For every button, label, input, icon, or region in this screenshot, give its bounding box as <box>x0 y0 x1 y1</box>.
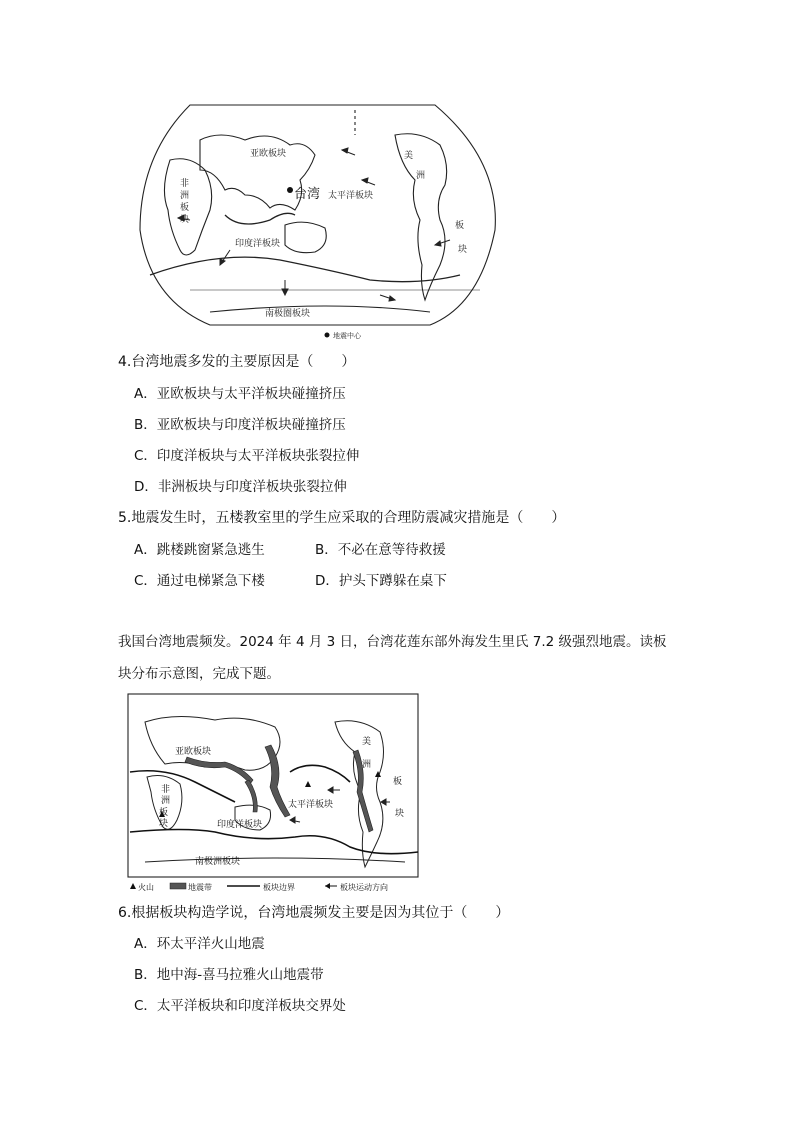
map2-quake-belt-4 <box>245 780 257 812</box>
map1-boundary-2 <box>225 213 295 224</box>
map2-label-antarctic: 南极洲板块 <box>195 857 241 867</box>
map2-boundary-3 <box>130 771 235 802</box>
q4-stem: 4.台湾地震多发的主要原因是（ ） <box>118 354 356 370</box>
map2-label-african-4: 块 <box>159 819 169 829</box>
q5-option-d[interactable]: D．护头下蹲躲在桌下 <box>315 573 447 589</box>
q4-option-c[interactable]: C．印度洋板块与太平洋板块张裂拉伸 <box>134 448 360 464</box>
map1-label-american-2: 洲 <box>416 171 426 181</box>
map1-label-african-3: 板 <box>180 203 190 213</box>
map2-legend-boundary: 板块边界 <box>263 883 295 892</box>
map2-boundary-2 <box>290 765 350 782</box>
q6-option-c[interactable]: C．太平洋板块和印度洋板块交界处 <box>134 998 346 1014</box>
intro-line-1: 我国台湾地震频发。2024 年 4 月 3 日，台湾花莲东部外海发生里氏 7.2 级强烈地震。读板 <box>118 634 667 650</box>
map1-label-african-4: 块 <box>180 215 190 225</box>
map2-boundary-1 <box>130 830 418 854</box>
map1-label-african-2: 洲 <box>180 191 190 201</box>
map2-legend-quake-belt-icon <box>170 883 186 889</box>
intro-line-2: 块分布示意图，完成下题。 <box>118 666 280 682</box>
q4-option-d[interactable]: D．非洲板块与印度洋板块张裂拉伸 <box>134 479 347 495</box>
map1-coast-americas <box>395 134 447 300</box>
map2-legend-quake-belt: 地震带 <box>188 883 212 892</box>
map1-coast-australia <box>285 222 326 253</box>
q4-option-a[interactable]: A．亚欧板块与太平洋板块碰撞挤压 <box>134 386 346 402</box>
map1-frame <box>140 105 495 325</box>
q5-stem: 5.地震发生时，五楼教室里的学生应采取的合理防震减灾措施是（ ） <box>118 510 566 526</box>
map2-legend-volcano: 火山 <box>138 883 154 892</box>
map1-antarctica <box>210 306 430 312</box>
q4-option-b[interactable]: B．亚欧板块与印度洋板块碰撞挤压 <box>134 417 346 433</box>
map2-legend-volcano-icon <box>130 883 136 889</box>
plate-map-1 <box>130 100 505 345</box>
map2-quake-belt-2 <box>185 757 253 784</box>
map1-label-indian-ocean: 印度洋板块 <box>235 239 281 249</box>
map2-label-african-2: 洲 <box>161 796 171 806</box>
map1-label-american-4: 块 <box>458 245 468 255</box>
map1-label-taiwan: 台湾 <box>294 187 321 202</box>
q5-option-a[interactable]: A．跳楼跳窗紧急逃生 <box>134 542 265 558</box>
map2-label-indian-ocean: 印度洋板块 <box>217 820 263 830</box>
map1-label-pacific: 太平洋板块 <box>328 191 374 201</box>
q5-option-c[interactable]: C．通过电梯紧急下楼 <box>134 573 265 589</box>
map2-label-african-1: 非 <box>161 785 171 795</box>
map1-legend-quake-center: 地震中心 <box>333 332 361 340</box>
map2-legend-motion: 板块运动方向 <box>340 883 388 892</box>
map1-label-african-1: 非 <box>180 179 190 189</box>
map1-boundary-1 <box>150 257 460 282</box>
map2-quake-belt-1 <box>265 745 290 817</box>
map2-label-african-3: 板 <box>159 808 169 818</box>
q6-stem: 6.根据板块构造学说，台湾地震频发主要是因为其位于（ ） <box>118 905 510 921</box>
map2-label-american-2: 洲 <box>362 760 372 770</box>
q6-option-a[interactable]: A．环太平洋火山地震 <box>134 936 265 952</box>
q5-option-b[interactable]: B．不必在意等待救援 <box>315 542 446 558</box>
q6-option-b[interactable]: B．地中海-喜马拉雅火山地震带 <box>134 967 324 983</box>
map2-antarctica <box>145 858 405 862</box>
map1-label-antarctic: 南极圈板块 <box>265 309 311 319</box>
map1-legend-dot <box>325 333 330 338</box>
map2-label-american-3: 板 <box>393 777 403 787</box>
map2-label-american-4: 块 <box>395 809 405 819</box>
map2-label-american-1: 美 <box>362 737 372 747</box>
map1-label-eurasian: 亚欧板块 <box>250 149 287 159</box>
map1-taiwan-dot <box>287 187 293 193</box>
map2-label-eurasian: 亚欧板块 <box>175 747 212 757</box>
map2-label-pacific: 太平洋板块 <box>288 800 334 810</box>
plate-map-2 <box>125 692 425 892</box>
map1-label-american-1: 美 <box>404 151 414 161</box>
map1-label-american-3: 板 <box>455 221 465 231</box>
